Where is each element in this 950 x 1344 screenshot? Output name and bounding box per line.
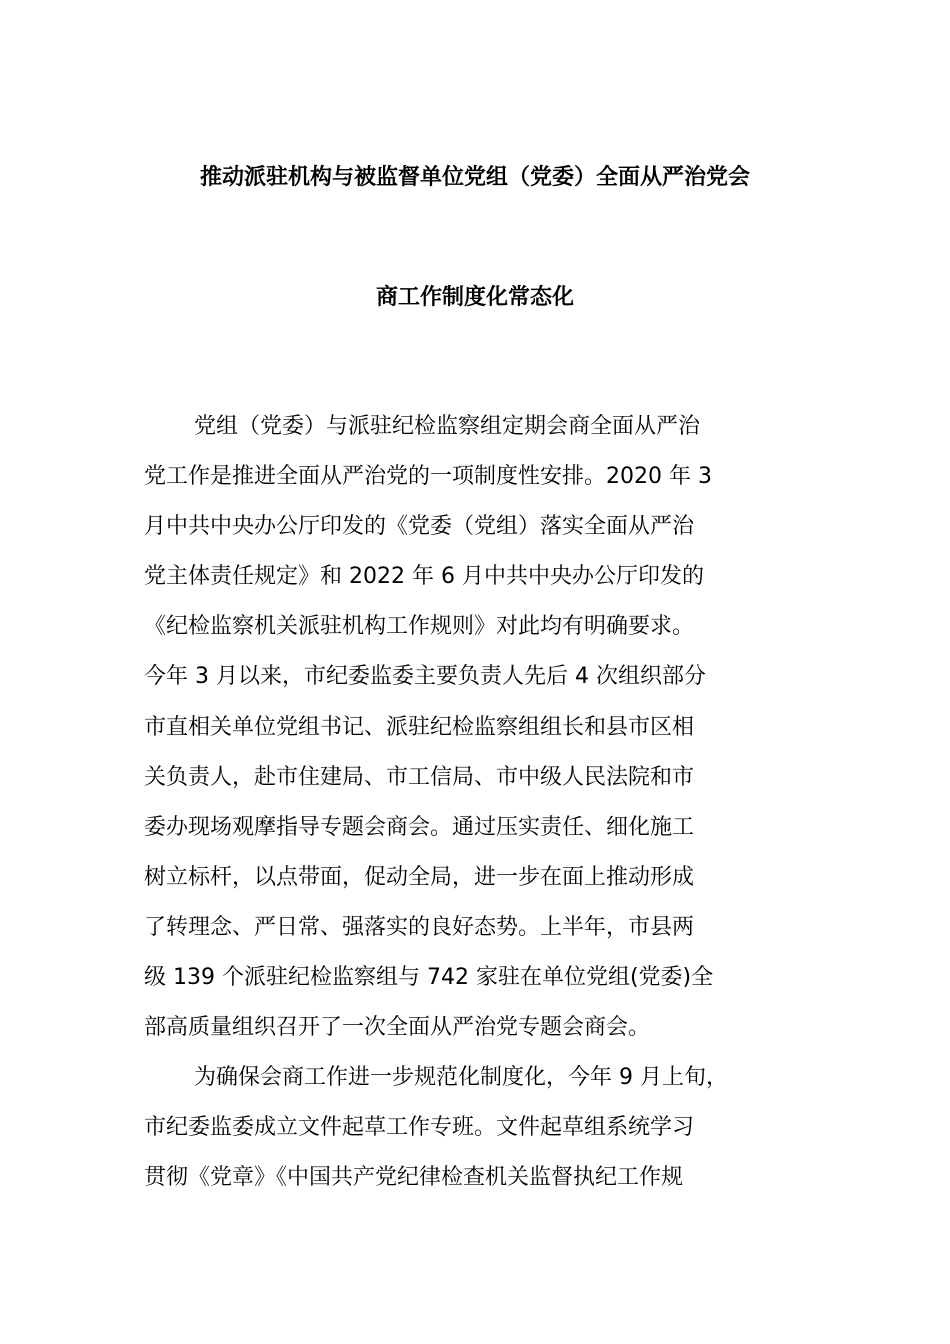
paragraph-1-line: 《纪检监察机关派驻机构工作规则》对此均有明确要求。 [144,614,695,640]
paragraph-1-line: 党工作是推进全面从严治党的一项制度性安排。2020 年 3 [144,464,712,490]
paragraph-1-line: 月中共中央办公厅印发的《党委（党组）落实全面从严治 [144,514,695,540]
paragraph-1-line: 党主体责任规定》和 2022 年 6 月中共中央办公厅印发的 [144,564,704,590]
paragraph-1-line: 树立标杆，以点带面，促动全局，进一步在面上推动形成 [144,864,695,890]
document-title-line-1: 推动派驻机构与被监督单位党组（党委）全面从严治党会 [199,165,750,190]
document-body [144,402,824,1204]
paragraph-2-line: 贯彻《党章》《中国共产党纪律检查机关监督执纪工作规 [144,1165,684,1191]
paragraph-1-line: 级 139 个派驻纪检监察组与 742 家驻在单位党组(党委)全 [144,965,714,991]
paragraph-1-line: 部高质量组织召开了一次全面从严治党专题会商会。 [144,1015,651,1041]
paragraph-1-line: 今年 3 月以来，市纪委监委主要负责人先后 4 次组织部分 [144,664,706,690]
document-title-line-2: 商工作制度化常态化 [375,285,574,310]
paragraph-2-line: 市纪委监委成立文件起草工作专班。文件起草组系统学习 [144,1115,695,1141]
paragraph-1-line: 委办现场观摩指导专题会商会。通过压实责任、细化施工 [144,814,695,840]
paragraph-1-line: 关负责人，赴市住建局、市工信局、市中级人民法院和市 [144,764,695,790]
paragraph-1-line: 市直相关单位党组书记、派驻纪检监察组组长和县市区相 [144,714,695,740]
paragraph-2-line: 为确保会商工作进一步规范化制度化，今年 9 月上旬， [194,1065,728,1091]
paragraph-1-line: 了转理念、严日常、强落实的良好态势。上半年，市县两 [144,914,695,940]
paragraph-1-line: 党组（党委）与派驻纪检监察组定期会商全面从严治 [194,414,701,439]
